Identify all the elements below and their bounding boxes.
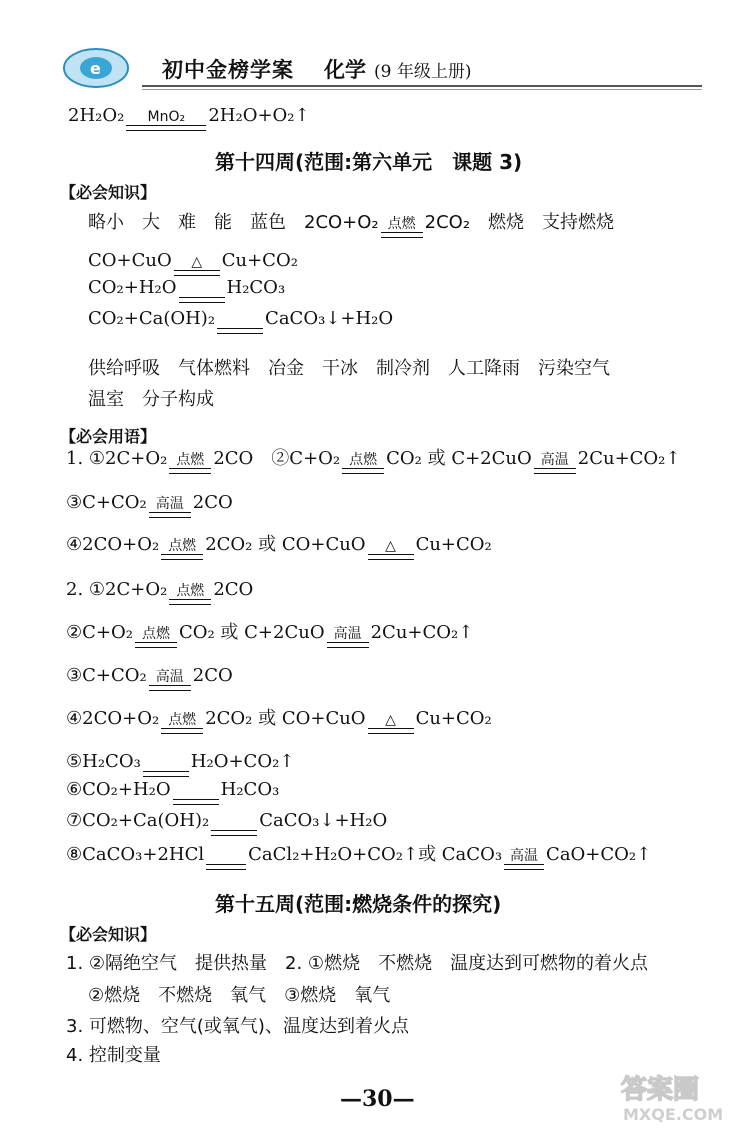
section-15-line-2: ②燃烧 不燃烧 氧气 ③燃烧 氧气 [88,985,391,1006]
equation-h2o2: 2H₂O₂ MnO₂ 2H₂O+O₂↑ [68,105,310,137]
svg-text:MXQE.COM: MXQE.COM [623,1105,724,1124]
svg-text:e: e [90,59,101,78]
watermark-logo [617,1066,742,1126]
knowledge-line-4: CO₂+Ca(OH)₂ CaCO₃↓+H₂O [88,308,393,340]
terms-2-line-6: ⑥CO₂+H₂O H₂CO₃ [66,779,279,811]
knowledge-line-1: 略小 大 难 能 蓝色 2CO+O₂ 点燃 2CO₂ 燃烧 支持燃烧 [88,212,614,244]
terms-2-line-1: 2. ①2C+O₂ 点燃 2CO [66,579,253,611]
section-14-terms-label: 【必会用语】 [60,427,157,446]
subject-label: 化学 [324,58,366,82]
section-14-knowledge-label: 【必会知识】 [60,183,157,202]
svg-text:答案圈: 答案圈 [621,1075,700,1105]
knowledge-line-3: CO₂+H₂O H₂CO₃ [88,277,285,309]
knowledge-line-2: CO+CuO △ Cu+CO₂ [88,250,298,282]
terms-1-line-a: 1. ①2C+O₂ 点燃 2CO ②C+O₂ 点燃 CO₂ 或 C+2CuO 高温 2Cu+CO₂↑ [66,448,680,480]
knowledge-line-6: 温室 分子构成 [88,389,214,410]
terms-1-line-3: ③C+CO₂ 高温 2CO [66,492,233,524]
section-15-knowledge-label: 【必会知识】 [60,925,157,944]
page-number: —30— [340,1086,415,1112]
knowledge-line-5: 供给呼吸 气体燃料 冶金 干冰 制冷剂 人工降雨 污染空气 [88,358,610,379]
section-14-title: 第十四周(范围:第六单元 课题 3) [215,150,523,174]
section-15-line-1: 1. ②隔绝空气 提供热量 2. ①燃烧 不燃烧 温度达到可燃物的着火点 [66,953,649,974]
terms-2-line-8: ⑧CaCO₃+2HCl CaCl₂+H₂O+CO₂↑或 CaCO₃ 高温 CaO+CO₂↑ [66,844,651,876]
terms-2-line-3: ③C+CO₂ 高温 2CO [66,665,233,697]
section-15-line-4: 4. 控制变量 [66,1045,161,1066]
terms-2-line-5: ⑤H₂CO₃ H₂O+CO₂↑ [66,751,294,783]
publisher-logo [62,46,134,90]
section-15-title: 第十五周(范围:燃烧条件的探究) [215,892,502,916]
terms-2-line-4: ④2CO+O₂ 点燃 2CO₂ 或 CO+CuO △ Cu+CO₂ [66,708,492,740]
book-title: 初中金榜学案 [162,58,294,82]
grade-label: (9 年级上册) [374,62,472,82]
header-rule-thin [142,89,702,90]
terms-2-line-7: ⑦CO₂+Ca(OH)₂ CaCO₃↓+H₂O [66,810,387,842]
terms-1-line-4: ④2CO+O₂ 点燃 2CO₂ 或 CO+CuO △ Cu+CO₂ [66,534,492,566]
section-15-line-3: 3. 可燃物、空气(或氧气)、温度达到着火点 [66,1016,409,1037]
terms-2-line-2: ②C+O₂ 点燃 CO₂ 或 C+2CuO 高温 2Cu+CO₂↑ [66,622,473,654]
header-rule [142,85,702,87]
page-header [62,44,702,94]
